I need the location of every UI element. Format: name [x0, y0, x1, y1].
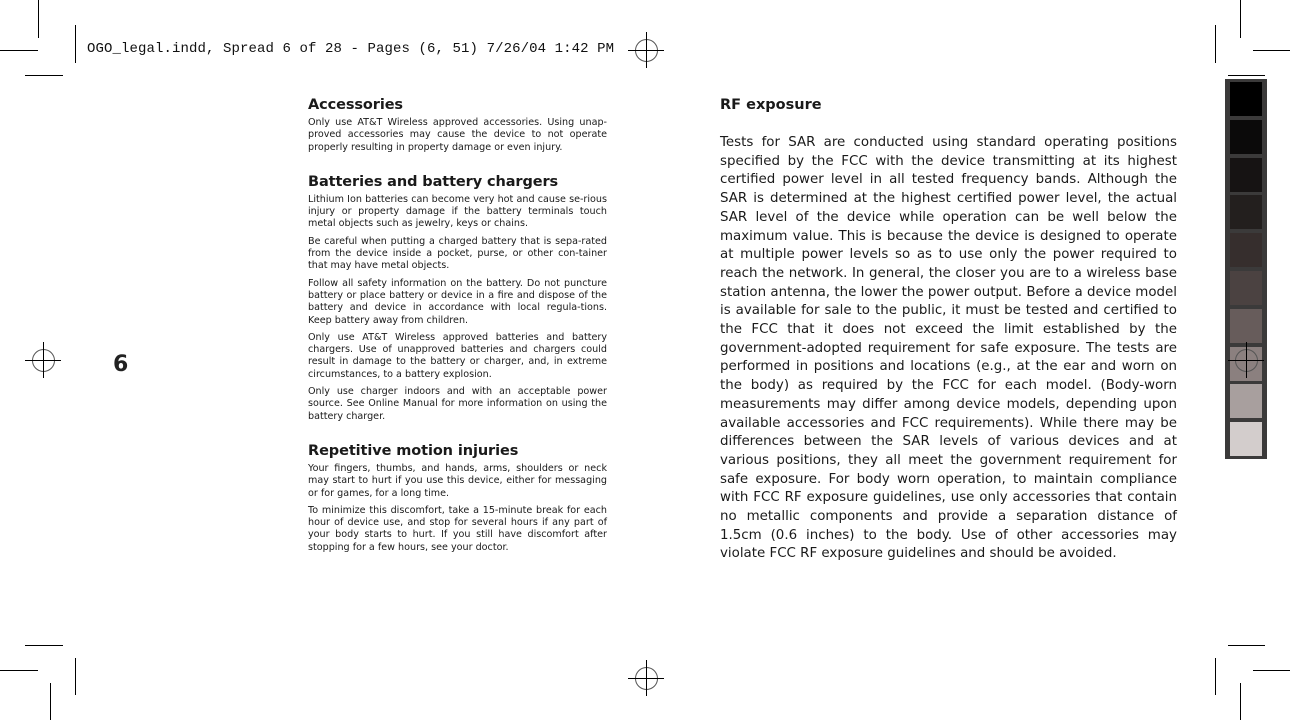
crop-mark [1253, 50, 1290, 51]
color-swatch [1230, 158, 1262, 192]
crop-mark [38, 0, 39, 38]
paragraph: Tests for SAR are conducted using standard operating positions specified by the FCC with the device transmitting at its highest certified power level in all tested frequency bands. Although the SAR is determined at the highest certified power level, the actual SAR level of the device while operation can be well below the maximum value. This is because the device is designed to operate at multiple power levels so as to use only the power required to reach the network. In general, the closer you are to a wireless base station antenna, the lower the power output. Before a device model is available for sale to the public, it must be tested and certified to the FCC that it does not exceed the limit established by the government-adopted requirement for safe exposure. The tests are performed in positions and locations (e.g., at the ear and worn on the body) as required by the FCC for each model. (Body-worn measurements may differ among device models, depending upon available accessories and FCC requirements). While there may be differences between the SAR levels of various devices and at various positions, they all meet the government requirement for safe exposure. For body worn operation, to maintain compliance with FCC RF exposure guidelines, use only accessories that contain no metallic components and provide a separation distance of 1.5cm (0.6 inches) to the body. Use of other accessories may violate FCC RF exposure guidelines and should be avoided. [720, 135, 1177, 562]
color-swatch [1230, 422, 1262, 456]
section-heading: Accessories [308, 97, 403, 113]
crop-mark [1228, 645, 1265, 646]
color-swatch [1230, 309, 1262, 343]
section-heading: Repetitive motion injuries [308, 442, 519, 459]
crop-mark [1228, 75, 1265, 76]
section-heading: RF exposure [720, 97, 822, 113]
page-number: 6 [113, 352, 129, 377]
crop-mark [1215, 658, 1216, 695]
paragraph: Only use AT&T Wireless approved batteries and battery chargers. Use of unapproved batteries and chargers could result in damage to the battery or charger, and, in extreme circumstances, to a battery explosion. [308, 331, 607, 380]
registration-mark-icon [628, 32, 664, 68]
section-repetitive-motion [308, 443, 607, 554]
crop-mark [75, 25, 76, 63]
paragraph: Follow all safety information on the battery. Do not puncture battery or place battery or device in a fire and dispose of the battery and device in accordance with local regula-tions. Keep battery away from children. [308, 277, 607, 326]
paragraph: Your fingers, thumbs, and hands, arms, shoulders or neck may start to hurt if you use this device, either for messaging or for games, for a long time. [308, 462, 607, 499]
color-swatch [1230, 195, 1262, 229]
slug-line: OGO_legal.indd, Spread 6 of 28 - Pages (6, 51) 7/26/04 1:42 PM [87, 41, 615, 57]
color-control-bar [1225, 79, 1267, 459]
crop-mark [1240, 683, 1241, 720]
section-heading: Batteries and battery chargers [308, 173, 559, 190]
registration-mark-icon [628, 660, 664, 696]
crop-mark [0, 50, 38, 51]
crop-mark [25, 75, 63, 76]
crop-mark [1240, 0, 1241, 38]
crop-mark [75, 658, 76, 695]
registration-mark-icon [1228, 342, 1264, 378]
crop-mark [25, 645, 63, 646]
paragraph: To minimize this discomfort, take a 15-minute break for each hour of device use, and stop for several hours if any part of your body starts to hurt. If you still have discomfort after stopping for a few hours, see your doctor. [308, 504, 607, 553]
right-column [720, 97, 1177, 564]
paragraph: Lithium Ion batteries can become very hot and cause se-rious injury or property damage if the battery terminals touch metal objects such as jewelry, keys or chains. [308, 193, 607, 230]
left-column [308, 97, 607, 574]
section-batteries [308, 174, 607, 423]
color-swatch [1230, 120, 1262, 154]
color-swatch [1230, 384, 1262, 418]
crop-mark [1253, 670, 1290, 671]
color-swatch [1230, 271, 1262, 305]
registration-mark-icon [25, 342, 61, 378]
color-swatch [1230, 233, 1262, 267]
crop-mark [0, 670, 38, 671]
crop-mark [1215, 25, 1216, 63]
section-accessories [308, 97, 607, 154]
color-swatch [1230, 82, 1262, 116]
paragraph: Only use AT&T Wireless approved accessories. Using unap-proved accessories may cause the device to not operate properly resulting in property damage or even injury. [308, 117, 607, 153]
paragraph: Be careful when putting a charged battery that is sepa-rated from the device inside a pocket, purse, or other con-tainer that may have metal objects. [308, 235, 607, 272]
paragraph: Only use charger indoors and with an acceptable power source. See Online Manual for more information on using the battery charger. [308, 386, 607, 422]
crop-mark [50, 683, 51, 720]
